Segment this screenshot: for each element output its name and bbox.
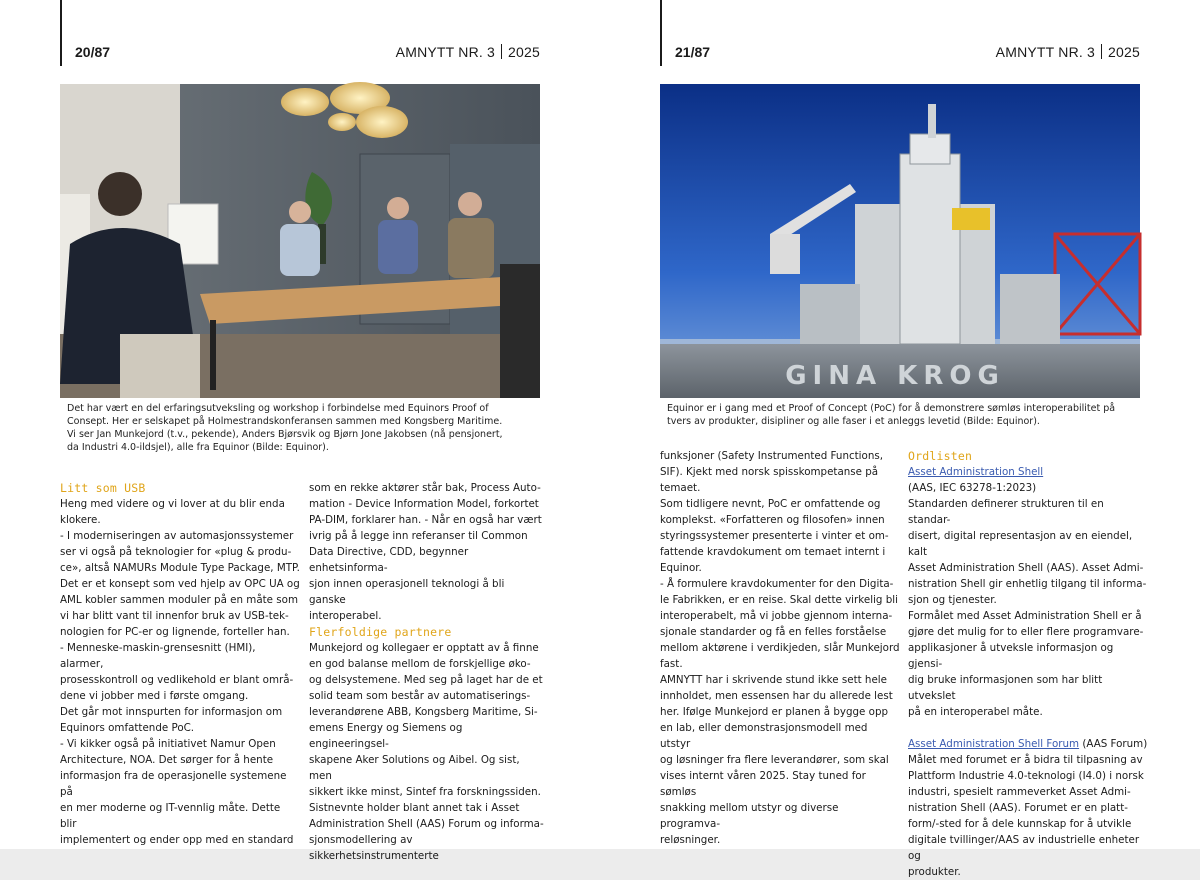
text-line: Asset Administration Shell (AAS). Asset Admi- [908,562,1144,574]
text-line: sjon innen operasjonell teknologi å bli ganske [309,578,505,606]
text-line: vises internt våren 2025. Stay tuned for sømløs [660,770,866,798]
text-line: prosesskontroll og vedlikehold er blant områ- [60,674,294,686]
text-line: ivrig på å legge inn referanser til Common [309,530,528,542]
photo-caption [667,402,1137,428]
running-head [996,44,1140,60]
text-line: (AAS, IEC 63278-1:2023) [908,482,1037,494]
article-column-3 [660,448,900,848]
text-line: solid team som består av automatiserings- [309,690,531,702]
text-line: på en interoperabel måte. [908,706,1043,718]
text-line: Som tidligere nevnt, PoC er omfattende og [660,498,881,510]
page-rule [660,0,662,66]
caption-line: Equinor er i gang med et Proof of Concept (PoC) for å demonstrere sømløs interoperabilitet på [667,403,1116,414]
text-line: Architecture, NOA. Det sørger for å hente [60,754,274,766]
caption-line: Det har vært en del erfaringsutveksling og workshop i forbindelse med Equinors Proof of [67,403,489,414]
text-line: Equinors omfattende PoC. [60,722,195,734]
text-line: Formålet med Asset Administration Shell er å [908,610,1142,622]
text-line: temaet. [660,482,701,494]
page-number: 20/87 [75,44,111,60]
text-line: sjonale standarder og få en felles forståelse [660,626,887,638]
text-line: fattende kravdokument om temaet internt i [660,546,886,558]
text-line: Sistnevnte holder blant annet tak i Asset [309,802,520,814]
text-line: styringssystemer presenterte i vinter et om- [660,530,889,542]
text-line: vi har blitt vant til innenfor bruk av USB-tek- [60,610,289,622]
text-line: her. Ifølge Munkejord er planen å bygge opp [660,706,889,718]
text-line: Munkejord og kollegaer er opptatt av å finne [309,642,539,654]
text-line: - Menneske-maskin-grensesnitt (HMI), alarmer, [60,642,256,670]
article-column-2 [309,480,544,864]
text-line: interoperabel. [309,610,382,622]
text-line: ser vi også på teknologier for «plug & produ- [60,546,292,558]
text-line: snakking mellom utstyr og diverse programva- [660,802,839,830]
text-line: disert, digital representasjon av en eiendel, kalt [908,530,1133,558]
text-line: nistration Shell gir enhetlig tilgang til informa- [908,578,1147,590]
text-line: Administration Shell (AAS) Forum og informa- [309,818,544,830]
caption-line: da Industri 4.0-ildsjel), alle fra Equinor (Bilde: Equinor). [67,442,329,453]
text-line: digitale tvillinger/AAS av industrielle enheter og [908,834,1140,862]
text-line: - Vi kikker også på initiativet Namur Open [60,738,276,750]
caption-line: tvers av produkter, disipliner og alle faser i et anleggs levetid (Bilde: Equinor). [667,416,1040,427]
text-line: fast. [660,658,683,670]
text-line: Data Directive, CDD, begynner enhetsinforma- [309,546,469,574]
text-line: dene vi jobber med i første omgang. [60,690,249,702]
text-line: som en rekke aktører står bak, Process Auto- [309,482,541,494]
text-line: ce», altså NAMURs Module Type Package, MTP. [60,562,300,574]
text-line: og løsninger fra flere leverandører, som skal [660,754,889,766]
text-line: sjon og tjenester. [908,594,997,606]
running-head [396,44,540,60]
text-line: funksjoner (Safety Instrumented Functions, [660,450,883,462]
text-line: dig bruke informasjonen som har blitt utvekslet [908,674,1103,702]
text-line: PA-DIM, forklarer han. - Når en også har vært [309,514,542,526]
text-line: implementert og ender opp med en standard [60,834,294,846]
text-line: Målet med forumet er å bidra til tilpasning av [908,754,1143,766]
spacer [908,720,1148,736]
text-line: en lab, eller demonstrasjonsmodell med utstyr [660,722,868,750]
text-line: industri, spesielt rammeverket Asset Admi- [908,786,1131,798]
text-line: innholdet, men essensen har du allerede lest [660,690,893,702]
text-line: SIF). Kjekt med norsk spisskompetanse på [660,466,879,478]
left-page [0,0,600,862]
text-line: mellom aktørene i verdikjeden, slår Munkejord [660,642,900,654]
glossary-column [908,448,1148,880]
text-line: skapene Aker Solutions og Aibel. Og sist, men [309,754,520,782]
text-line: reløsninger. [660,834,721,846]
issue-year: 2025 [1108,44,1140,60]
text-line: Standarden definerer strukturen til en standar- [908,498,1104,526]
text-line: sjonsmodellering av sikkerhetsinstrumenterte [309,834,439,862]
text-line: form/-sted for å dele kunnskap for å utvikle [908,818,1132,830]
caption-line: Vi ser Jan Munkejord (t.v., pekende), Anders Bjørsvik og Bjørn Jone Jakobsen (nå pensjonert, [67,429,503,440]
text-line: - I moderniseringen av automasjonssystemer [60,530,294,542]
text-line: nistration Shell (AAS). Forumet er en platt- [908,802,1128,814]
text-line: og delsystemene. Med seg på laget har de et [309,674,543,686]
section-heading: Flerfoldige partnere [309,625,452,639]
divider [1101,44,1102,59]
text-line: Heng med videre og vi lover at du blir enda [60,498,285,510]
text-line: en god balanse mellom de forskjellige øko- [309,658,531,670]
text-line: interoperabelt, må vi jobbe gjennom interna- [660,610,893,622]
caption-line: Consept. Her er selskapet på Holmestrandskonferansen sammen med Kongsberg Maritime. [67,416,503,427]
text-line: sikkert ikke minst, Sintef fra forskningssiden. [309,786,541,798]
text-line: AMNYTT har i skrivende stund ikke sett hele [660,674,887,686]
text-line: klokere. [60,514,101,526]
text-line: produkter. [908,866,961,878]
text-line: Equinor. [660,562,702,574]
text-line: AML kobler sammen moduler på en måte som [60,594,298,606]
meeting-photo [60,84,540,398]
text-line: en mer moderne og IT-vennlig måte. Dette blir [60,802,281,830]
glossary-heading: Ordlisten [908,449,973,463]
text-line: Det er et konsept som ved hjelp av OPC UA og [60,578,300,590]
divider [501,44,502,59]
text-line: informasjon fra de operasjonelle systemene på [60,770,287,798]
text-line: le Fabrikken, er en reise. Skal dette virkelig bli [660,594,898,606]
meeting-photo-icon [60,84,540,398]
text-line: leverandørene ABB, Kongsberg Maritime, Si- [309,706,538,718]
text-line: emens Energy og Siemens og engineeringsel- [309,722,463,750]
platform-photo [660,84,1140,398]
page-number: 21/87 [675,44,711,60]
text-line: - Å formulere kravdokumenter for den Digita- [660,578,894,590]
deck-marking: GINA KROG [785,361,1005,391]
text-line: mation - Device Information Model, forkortet [309,498,539,510]
text-line: applikasjoner å utveksle informasjon og gjensi- [908,642,1114,670]
page-rule [60,0,62,66]
section-heading: Litt som USB [60,481,146,495]
text-line: nologien for PC-er og lignende, forteller han. [60,626,290,638]
text-line: komplekst. «Forfatteren og filosofen» innen [660,514,885,526]
aas-link[interactable]: Asset Administration Shell [908,466,1044,478]
text-line: Det går mot innspurten for informasjon om [60,706,283,718]
magazine-issue: AMNYTT NR. 3 [395,44,496,60]
photo-caption [67,402,537,454]
platform-photo-icon [660,84,1140,398]
text-line: (AAS Forum) [1079,738,1148,750]
right-page [600,0,1200,878]
magazine-issue: AMNYTT NR. 3 [995,44,1096,60]
article-column-1 [60,480,300,848]
issue-year: 2025 [508,44,540,60]
text-line: Plattform Industrie 4.0-teknologi (I4.0) i norsk [908,770,1144,782]
aas-forum-link[interactable]: Asset Administration Shell Forum [908,738,1080,750]
text-line: gjøre det mulig for to eller flere programvare- [908,626,1144,638]
